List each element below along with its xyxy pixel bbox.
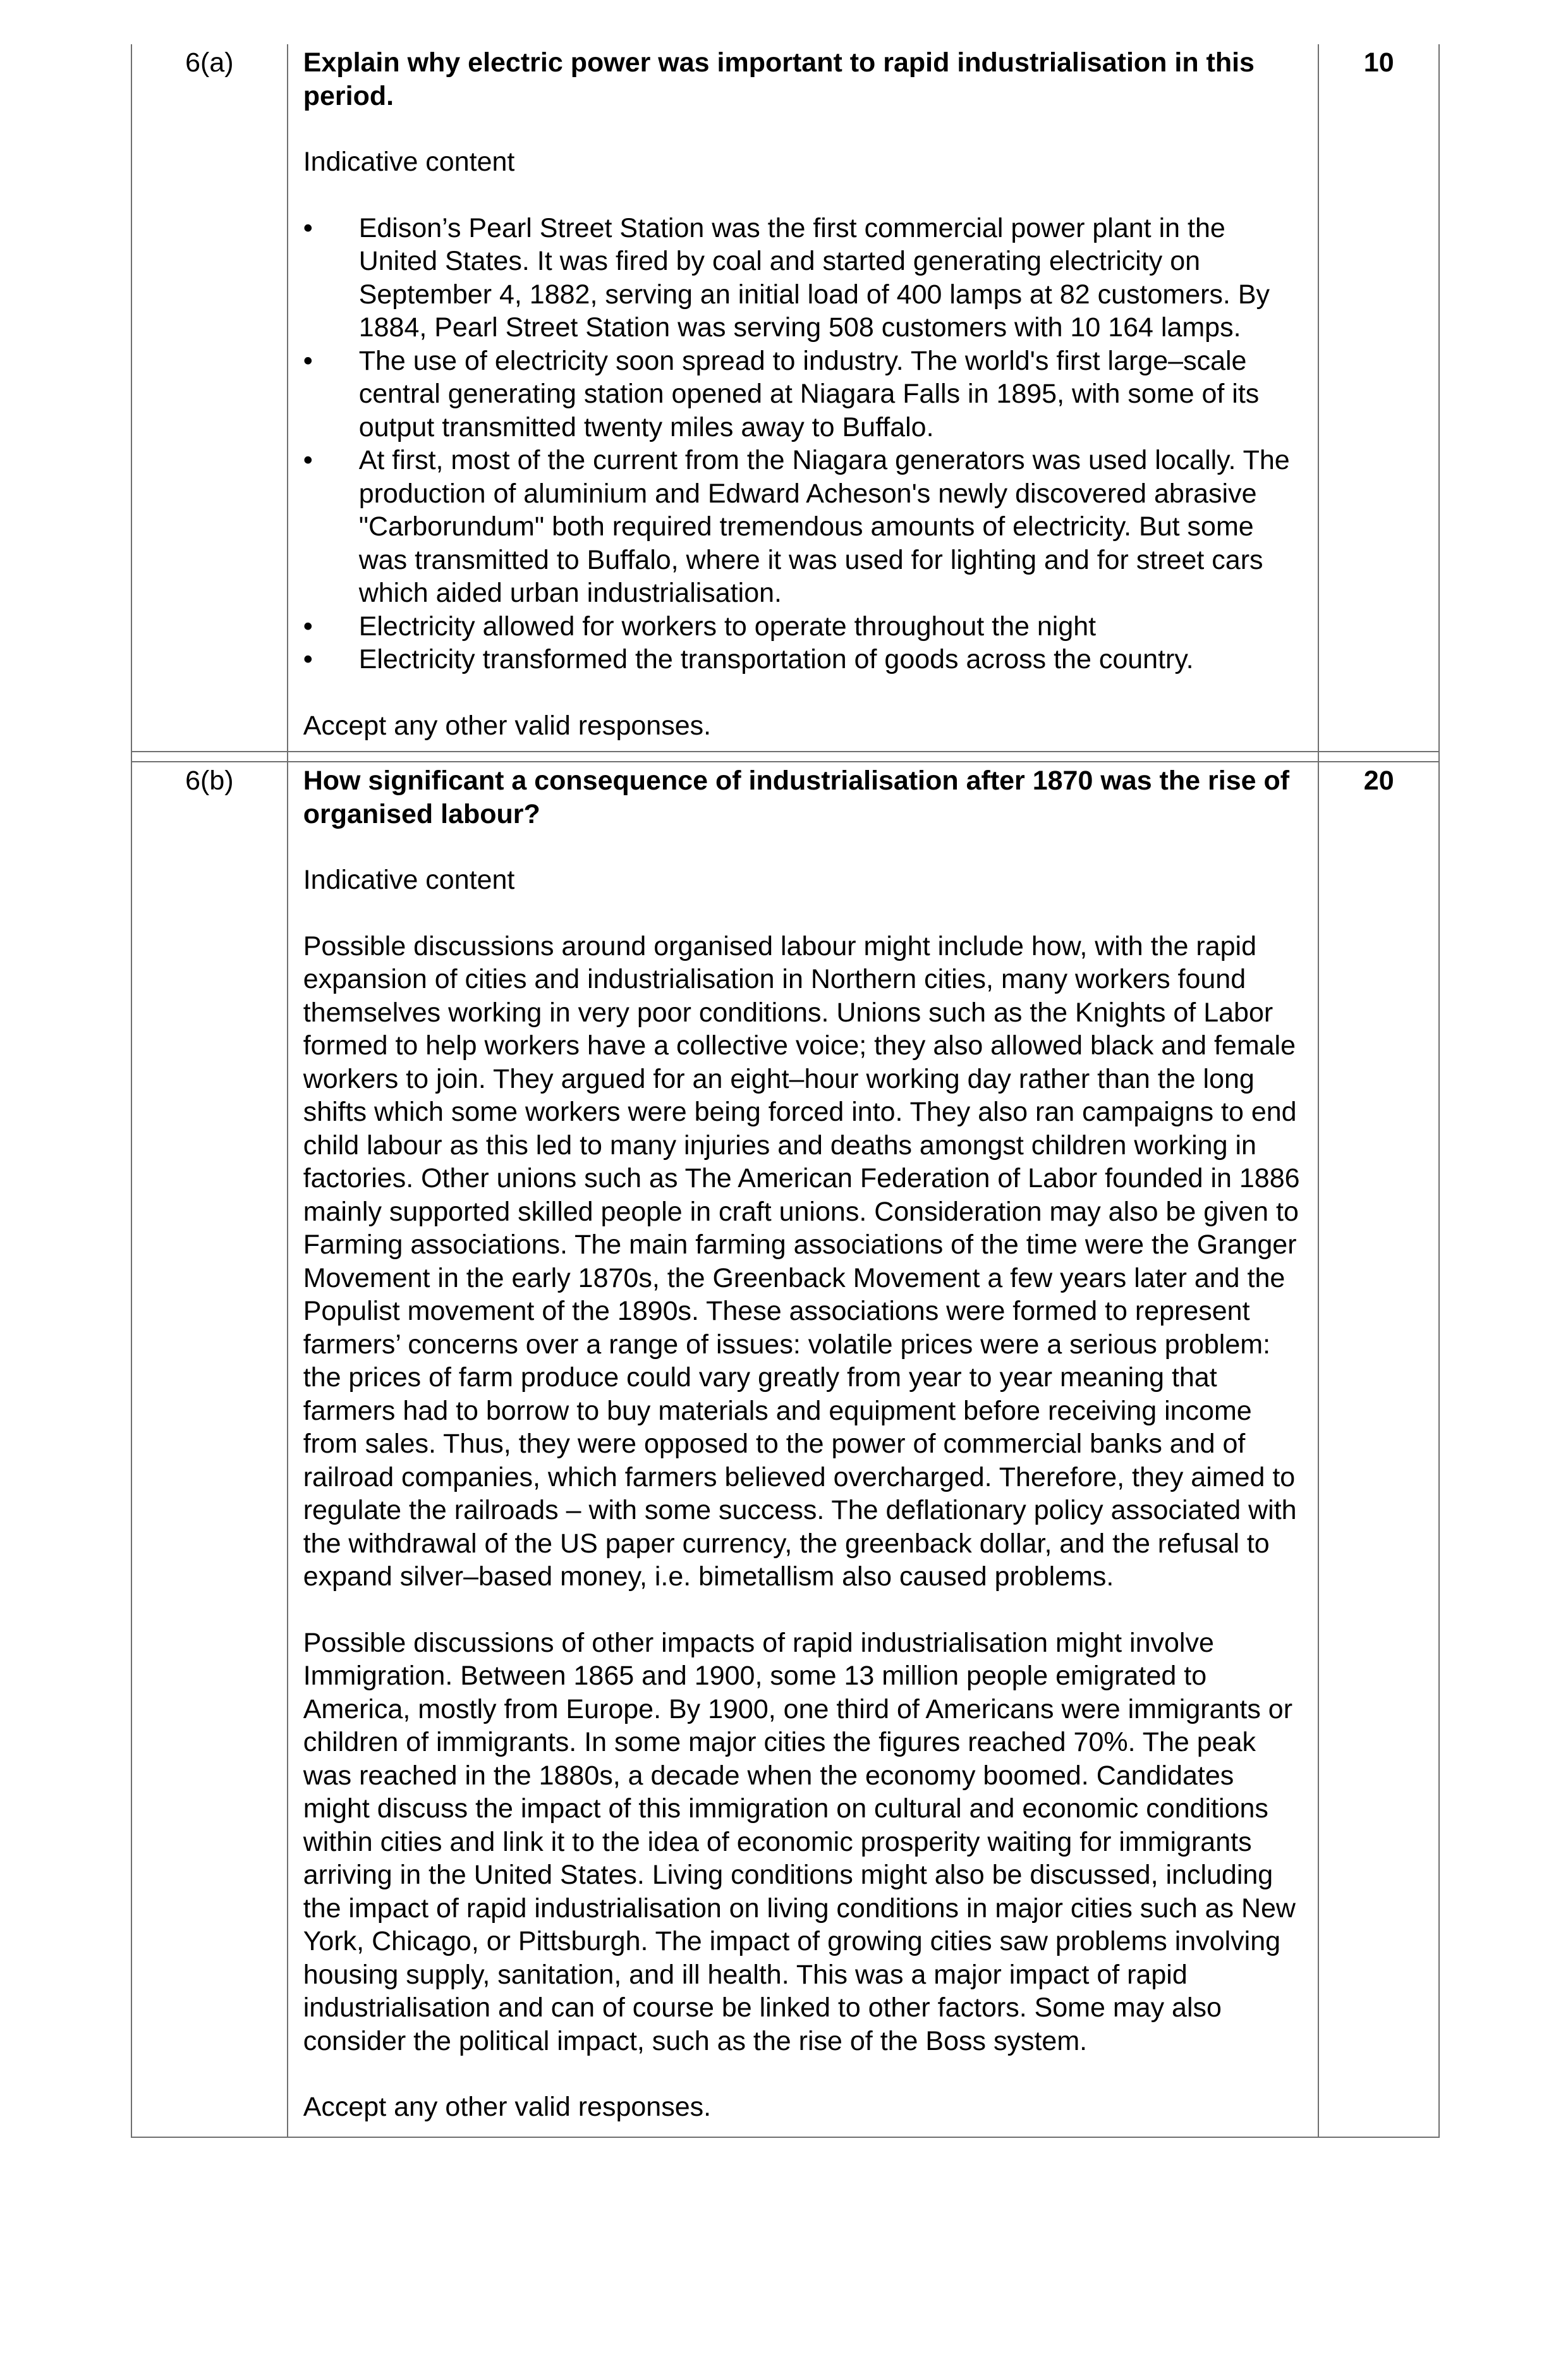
discussion-paragraph: Possible discussions of other impacts of rapid industrialisation might involve Immigration. Between 1865 and 1900, some 13 million people emigrated to America, mostly from Europe. By 1900, one third of Americans were immigrants or children of immigrants. In some major cities the figures reached 70%. The peak was reached in the 1880s, a decade when the economy boomed. Candidates might discuss the impact of this immigration on cultural and economic conditions within cities and link it to the idea of economic prosperity waiting for immigrants arriving in the United States. Living conditions might also be discussed, including the impact of rapid industrialisation on living conditions in major cities such as New York, Chicago, or Pittsburgh. The impact of growing cities saw problems involving housing supply, sanitation, and ill health. This was a major impact of rapid industrialisation and can of course be linked to other factors. Some may also consider the political impact, such as the rise of the Boss system. <box>303 1627 1296 2056</box>
bullet-icon: • <box>303 644 313 674</box>
marks-value: 20 <box>1318 762 1439 2137</box>
list-item <box>303 610 1306 644</box>
closing-note: Accept any other valid responses. <box>303 2092 712 2122</box>
bullet-icon: • <box>303 345 313 376</box>
separator-cell <box>1318 752 1439 762</box>
row-separator <box>131 752 1439 762</box>
list-item-text: At first, most of the current from the Niagara generators was used locally. The production of aluminium and Edward Acheson's newly discovered abrasive "Carborundum" both required tremendous amounts of electricity. But some was transmitted to Buffalo, where it was used for lighting and for street cars which aided urban industrialisation. <box>358 445 1290 608</box>
list-item <box>303 345 1306 444</box>
indicative-content-label: Indicative content <box>303 147 515 177</box>
question-row-6a <box>131 44 1439 752</box>
list-item <box>303 643 1306 676</box>
bullet-icon: • <box>303 611 313 642</box>
indicative-content-label: Indicative content <box>303 865 515 895</box>
list-item <box>303 444 1306 610</box>
bullet-list <box>303 212 1306 676</box>
list-item-text: Electricity allowed for workers to operate throughout the night <box>358 611 1097 642</box>
separator-cell <box>288 752 1319 762</box>
separator-cell <box>131 752 288 762</box>
mark-scheme-table <box>131 44 1440 2138</box>
list-item-text: The use of electricity soon spread to industry. The world's first large–scale central generating station opened at Niagara Falls in 1895, with some of its output transmitted twenty miles away to Buffalo. <box>358 345 1260 442</box>
bullet-icon: • <box>303 445 313 475</box>
bullet-icon: • <box>303 212 313 243</box>
question-text: Explain why electric power was important to rapid industrialisation in this period. <box>303 47 1255 111</box>
question-row-6b <box>131 762 1439 2137</box>
closing-note: Accept any other valid responses. <box>303 710 712 741</box>
discussion-paragraph: Possible discussions around organised labour might include how, with the rapid expansion of cities and industrialisation in Northern cities, many workers found themselves working in very poor conditions. Unions such as the Knights of Labor formed to help workers have a collective voice; they also allowed black and female workers to join. They argued for an eight–hour working day rather than the long shifts which some workers were being forced into. They also ran campaigns to end child labour as this led to many injuries and deaths amongst children working in factories. Other unions such as The American Federation of Labor founded in 1886 mainly supported skilled people in craft unions. Consideration may also be given to Farming associations. The main farming associations of the time were the Granger Movement in the early 1870s, the Greenback Movement a few years later and the Populist movement of the 1890s. These associations were formed to represent farmers’ concerns over a range of issues: volatile prices were a serious problem: the prices of farm produce could vary greatly from year to year meaning that farmers had to borrow to buy materials and equipment before receiving income from sales. Thus, they were opposed to the power of commercial banks and of railroad companies, which farmers believed overcharged. Therefore, they aimed to regulate the railroads – with some success. The deflationary policy associated with the withdrawal of the US paper currency, the greenback dollar, and the refusal to expand silver–based money, i.e. bimetallism also caused problems. <box>303 930 1300 1592</box>
list-item <box>303 212 1306 345</box>
list-item-text: Edison’s Pearl Street Station was the first commercial power plant in the United States. It was fired by coal and started generating electricity on September 4, 1882, serving an initial load of 400 lamps at 82 customers. By 1884, Pearl Street Station was serving 508 customers with 10 164 lamps. <box>358 212 1270 343</box>
list-item-text: Electricity transformed the transportation of goods across the country. <box>358 644 1194 674</box>
question-number: 6(a) <box>131 44 288 752</box>
answer-cell <box>288 762 1319 2137</box>
question-number: 6(b) <box>131 762 288 2137</box>
marks-value: 10 <box>1318 44 1439 752</box>
answer-cell <box>288 44 1319 752</box>
question-text: How significant a consequence of industrialisation after 1870 was the rise of organised labour? <box>303 766 1290 829</box>
